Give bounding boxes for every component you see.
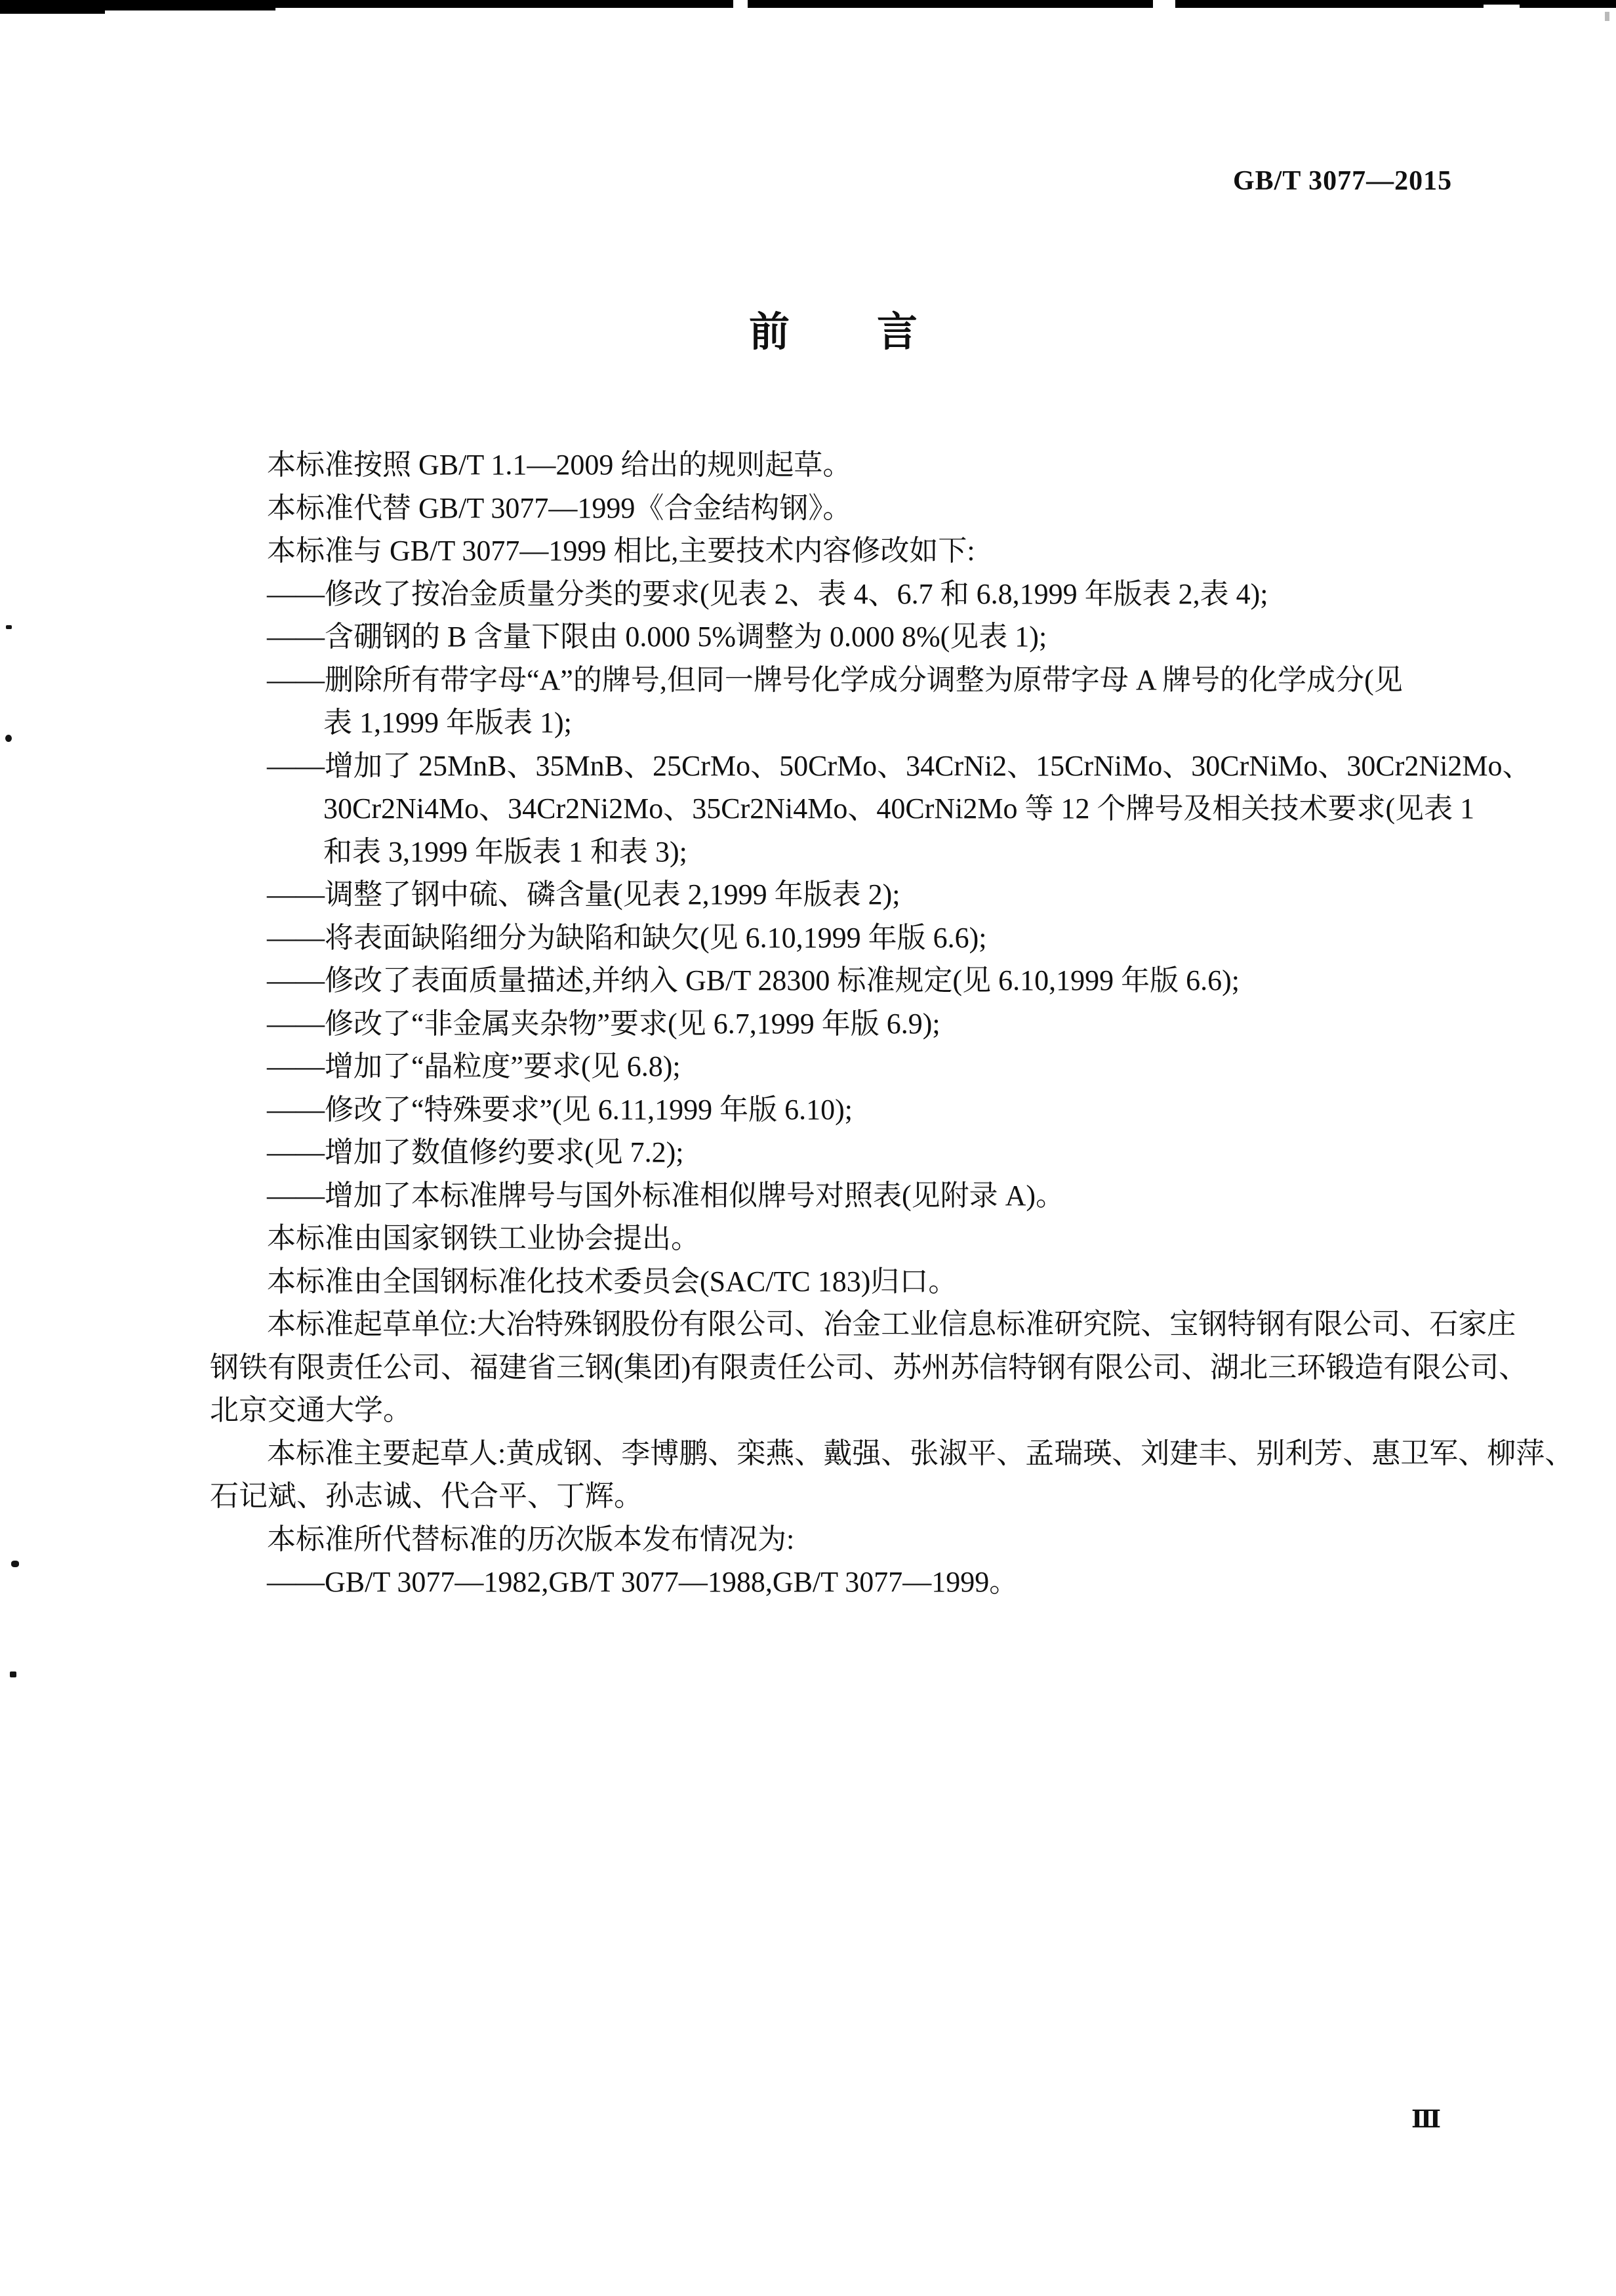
body-line: ——增加了 25MnB、35MnB、25CrMo、50CrMo、34CrNi2、15CrNiMo、30CrNiMo、30Cr2Ni2Mo、 — [267, 749, 1531, 782]
body-line: 北京交通大学。 — [210, 1394, 412, 1426]
body-line: ——修改了“特殊要求”(见 6.11,1999 年版 6.10); — [267, 1093, 853, 1126]
scan-band-gap — [733, 0, 748, 8]
body-line: 本标准按照 GB/T 1.1—2009 给出的规则起草。 — [267, 449, 852, 481]
title-char-qian: 前 — [749, 310, 790, 355]
body-line: ——将表面缺陷细分为缺陷和缺欠(见 6.10,1999 年版 6.6); — [267, 921, 987, 954]
body-line: 本标准主要起草人:黄成钢、李博鹏、栾燕、戴强、张淑平、孟瑞瑛、刘建丰、别利芳、惠卫军、柳萍、 — [267, 1437, 1574, 1469]
scan-edge-band-left2 — [79, 0, 275, 10]
body-line: 本标准所代替标准的历次版本发布情况为: — [267, 1523, 795, 1555]
body-line: 本标准由全国钢标准化技术委员会(SAC/TC 183)归口。 — [267, 1265, 958, 1298]
body-line: ——增加了本标准牌号与国外标准相似牌号对照表(见附录 A)。 — [267, 1179, 1065, 1212]
body-line: ——删除所有带字母“A”的牌号,但同一牌号化学成分调整为原带字母 A 牌号的化学成分(见 — [267, 663, 1403, 696]
body-line: ——含硼钢的 B 含量下限由 0.000 5%调整为 0.000 8%(见表 1); — [267, 621, 1047, 653]
scan-band-gap — [1153, 0, 1175, 8]
scan-speck — [5, 735, 12, 742]
body-line: 钢铁有限责任公司、福建省三钢(集团)有限责任公司、苏州苏信特钢有限公司、湖北三环锻造有限公司、 — [210, 1351, 1528, 1384]
body-line: 本标准与 GB/T 3077—1999 相比,主要技术内容修改如下: — [267, 535, 975, 567]
page-number: Ⅲ — [1411, 2106, 1442, 2133]
foreword-body — [210, 443, 1574, 1604]
body-line: ——修改了按冶金质量分类的要求(见表 2、表 4、6.7 和 6.8,1999 年版表 2,表 4); — [267, 577, 1268, 610]
body-line: 本标准由国家钢铁工业协会提出。 — [267, 1222, 700, 1254]
body-line: 本标准代替 GB/T 3077—1999《合金结构钢》。 — [267, 491, 852, 524]
scan-speck — [11, 1561, 19, 1567]
scan-smudge — [1605, 12, 1609, 21]
body-line: ——增加了“晶粒度”要求(见 6.8); — [267, 1050, 681, 1082]
title-char-yan: 言 — [877, 310, 918, 355]
body-line: ——GB/T 3077—1982,GB/T 3077—1988,GB/T 3077—1999。 — [267, 1566, 1019, 1598]
body-line: ——调整了钢中硫、磷含量(见表 2,1999 年版表 2); — [267, 878, 900, 911]
body-line: ——增加了数值修约要求(见 7.2); — [267, 1136, 684, 1168]
body-line: 石记斌、孙志诚、代合平、丁辉。 — [210, 1480, 643, 1512]
scan-speck — [10, 1671, 16, 1677]
scan-speck — [6, 625, 12, 629]
scan-band-gap — [1484, 5, 1520, 8]
page-title — [749, 312, 918, 353]
standard-number-header: GB/T 3077—2015 — [1233, 166, 1453, 196]
body-line: ——修改了表面质量描述,并纳入 GB/T 28300 标准规定(见 6.10,1999 年版 6.6); — [267, 964, 1240, 996]
body-line: 30Cr2Ni4Mo、34Cr2Ni2Mo、35Cr2Ni4Mo、40CrNi2Mo 等 12 个牌号及相关技术要求(见表 1 — [323, 792, 1475, 825]
body-line: ——修改了“非金属夹杂物”要求(见 6.7,1999 年版 6.9); — [267, 1007, 940, 1040]
body-line: 和表 3,1999 年版表 1 和表 3); — [323, 835, 687, 868]
body-line: 表 1,1999 年版表 1); — [323, 707, 572, 739]
body-line: 本标准起草单位:大冶特殊钢股份有限公司、冶金工业信息标准研究院、宝钢特钢有限公司、石家庄 — [267, 1308, 1516, 1340]
